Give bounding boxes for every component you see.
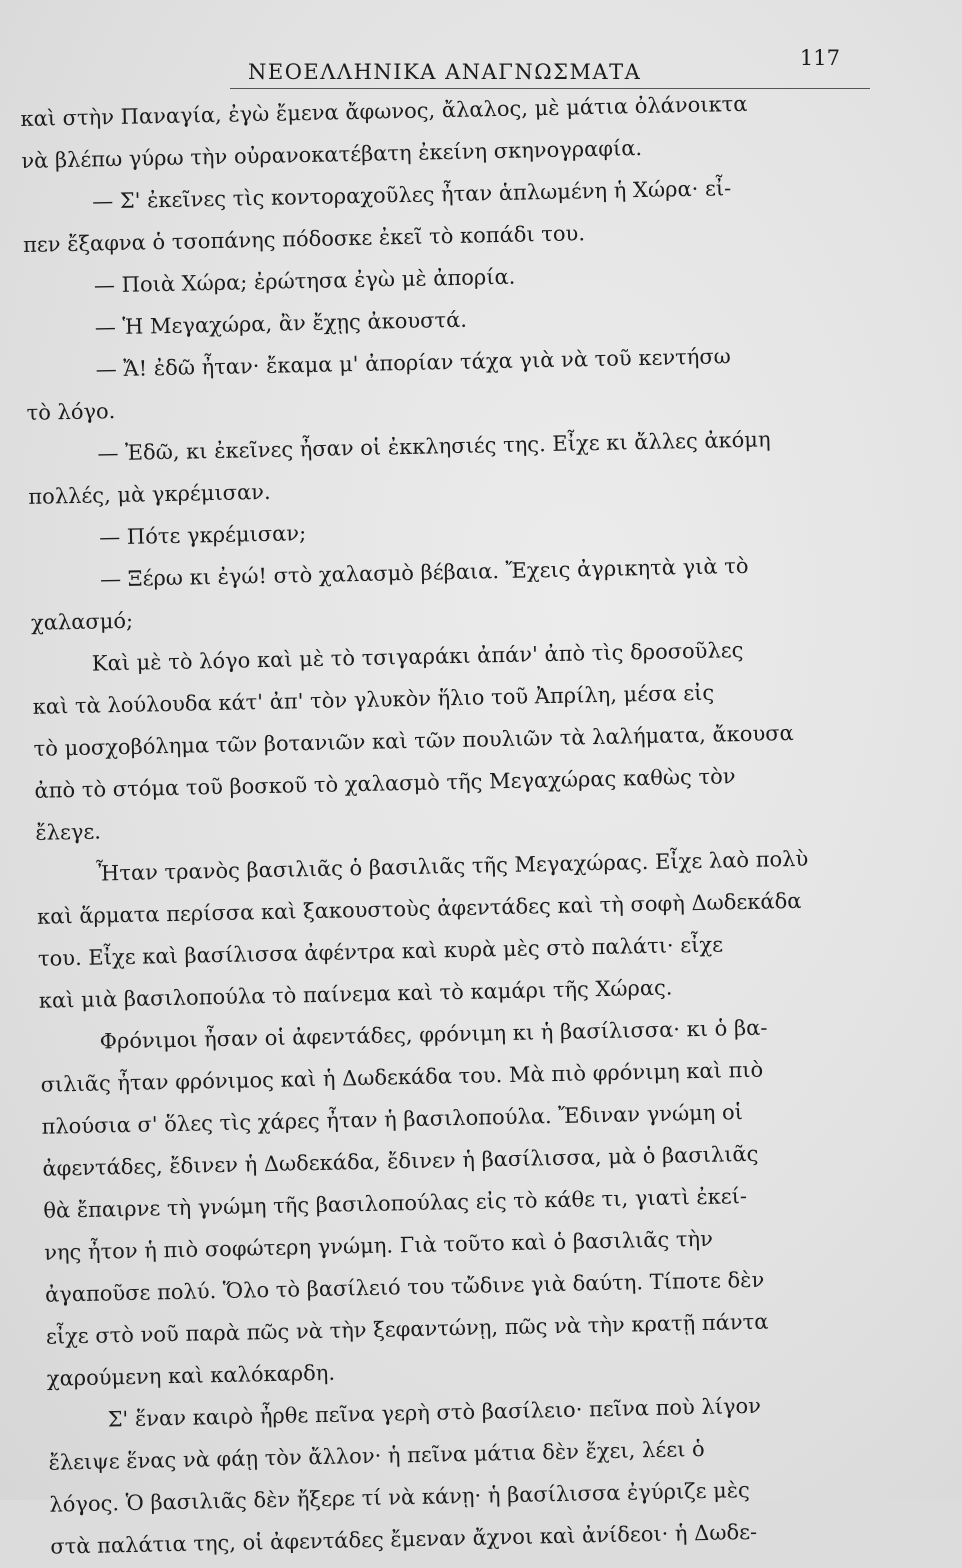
text-line: Σ' ἕναν καιρὸ ἦρθε πεῖνα γερὴ στὸ βασίλειο· πεῖνα ποὺ λίγον [107, 1393, 762, 1432]
text-line: καὶ ἅρματα περίσσα καὶ ξακουστοὺς ἀφεντάδες καὶ τὴ σοφὴ Δωδεκάδα [36, 888, 802, 929]
page-number: 117 [799, 46, 840, 70]
text-line: — Ξέρω κι ἐγώ! στὸ χαλασμὸ βέβαια. Ἔχεις ἀγρικητὰ γιὰ τὸ [99, 553, 749, 592]
text-line: Καὶ μὲ τὸ λόγο καὶ μὲ τὸ τσιγαράκι ἀπάν' ἀπὸ τὶς δροσοῦλες [91, 637, 744, 676]
text-line: σιλιᾶς ἦταν φρόνιμος καὶ ἡ Δωδεκάδα του. Μὰ πιὸ φρόνιμη καὶ πιὸ [40, 1057, 764, 1097]
text-line: — Σ' ἐκεῖνες τὶς κοντοραχοῦλες ἦταν ἁπλωμένη ἡ Χώρα· εἶ- [91, 176, 732, 214]
text-line: — Ἐδῶ, κι ἐκεῖνες ἦσαν οἱ ἐκκλησιές της. Εἶχε κι ἄλλες ἀκόμη [97, 427, 771, 466]
text-line: χαλασμό; [30, 608, 134, 635]
text-line: — Πότε γκρέμισαν; [98, 521, 307, 550]
text-line: καὶ στὴν Παναγία, ἐγὼ ἔμενα ἄφωνος, ἄλαλος, μὲ μάτια ὀλάνοικτα [20, 91, 748, 131]
running-title: ΝΕΟΕΛΛΗΝΙΚΑ ΑΝΑΓΝΩΣΜΑΤΑ [248, 60, 642, 84]
text-line: λόγος. Ὁ βασιλιᾶς δὲν ἤξερε τί νὰ κάνῃ· ἡ βασίλισσα ἐγύριζε μὲς [49, 1478, 751, 1517]
text-line: τὸ λόγο. [26, 399, 116, 425]
text-line: πλούσια σ' ὅλες τὶς χάρες ἦταν ἡ βασιλοπούλα. Ἔδιναν γνώμη οἱ [41, 1100, 744, 1139]
text-line: νὰ βλέπω γύρω τὴν οὐρανοκατέβατη ἐκείνη σκηνογραφία. [21, 135, 643, 173]
text-line: χαρούμενη καὶ καλόκαρδη. [46, 1360, 336, 1391]
text-line: στὰ παλάτια της, οἱ ἀφεντάδες ἔμεναν ἄχνοι καὶ ἀνίδεοι· ἡ Δωδε- [50, 1519, 758, 1559]
text-line: νης ἦτον ἡ πιὸ σοφώτερη γνώμη. Γιὰ τοῦτο καὶ ὁ βασιλιᾶς τὴν [43, 1226, 714, 1265]
text-line: ἀφεντάδες, ἔδινεν ἡ Δωδεκάδα, ἔδινεν ἡ βασίλισσα, μὰ ὁ βασιλιᾶς [42, 1141, 759, 1181]
text-line: Ἦταν τρανὸς βασιλιᾶς ὁ βασιλιᾶς τῆς Μεγαχώρας. Εἶχε λαὸ πολὺ [96, 846, 809, 886]
text-line: θὰ ἔπαιρνε τὴ γνώμη τῆς βασιλοπούλας εἰς τὸ κάθε τι, γιατὶ ἐκεί- [43, 1184, 748, 1223]
text-line: καὶ τὰ λούλουδα κάτ' ἀπ' τὸν γλυκὸν ἥλιο τοῦ Ἀπρίλη, μέσα εἰς [32, 680, 715, 719]
text-line: ἔλεγε. [35, 819, 102, 845]
text-line: εἶχε στὸ νοῦ παρὰ πῶς νὰ τὴν ξεφαντώνῃ, πῶς νὰ τὴν κρατῇ πάντα [45, 1309, 769, 1349]
text-line: Φρόνιμοι ἦσαν οἱ ἀφεντάδες, φρόνιμη κι ἡ βασίλισσα· κι ὁ βα- [99, 1015, 768, 1054]
text-line: πολλές, μὰ γκρέμισαν. [28, 479, 271, 509]
text-line: του. Εἶχε καὶ βασίλισσα ἀφέντρα καὶ κυρὰ μὲς στὸ παλάτι· εἶχε [37, 932, 724, 971]
text-line: — Ἄ! ἐδῶ ἦταν· ἔκαμα μ' ἀπορίαν τάχα γιὰ νὰ τοῦ κεντήσω [95, 344, 732, 382]
text-line: ἀγαποῦσε πολύ. Ὅλο τὸ βασίλειό του τὤδινε γιὰ δαύτη. Τίποτε δὲν [44, 1267, 765, 1307]
text-line: καὶ μιὰ βασιλοπούλα τὸ παίνεμα καὶ τὸ καμάρι τῆς Χώρας. [38, 975, 673, 1013]
text-line: ἔλειψε ἕνας νὰ φάῃ τὸν ἄλλον· ἡ πεῖνα μάτια δὲν ἔχει, λέει ὁ [48, 1436, 705, 1475]
text-line: πεν ἔξαφνα ὁ τσοπάνης πόδοσκε ἐκεῖ τὸ κοπάδι του. [22, 221, 586, 257]
text-line: ἀπὸ τὸ στόμα τοῦ βοσκοῦ τὸ χαλασμὸ τῆς Μεγαχώρας καθὼς τὸν [34, 764, 736, 803]
text-line: τὸ μοσχοβόλημα τῶν βοτανιῶν καὶ τῶν πουλιῶν τὰ λαλήματα, ἄκουσα [33, 720, 794, 761]
text-line: — Ποιὰ Χώρα; ἐρώτησα ἐγὼ μὲ ἀπορία. [93, 264, 516, 298]
text-line: — Ἡ Μεγαχώρα, ἂν ἔχῃς ἀκουστά. [94, 307, 468, 340]
body-text [20, 80, 911, 1568]
